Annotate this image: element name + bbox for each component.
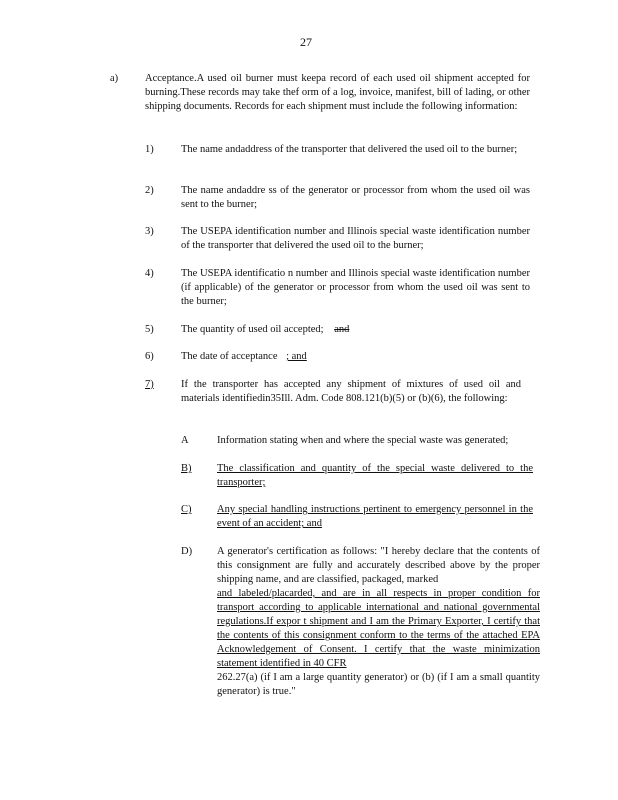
subitem-text-b: and labeled/placarded, and are in all respects in proper condition for transport according to applicable international and national governmental regulations.If expor t shipment and I am the Primary Exporter, I certify that the contents of this consignment conform to the terms of the attached EPA Acknowledgement of Consent. I certify that the waste minimization statement identified in 40 CFR (217, 588, 540, 669)
subitem-text: The classification and quantity of the special waste delivered to the transporter; (217, 463, 533, 488)
item-label: 7) (145, 379, 154, 390)
struck-text: and (334, 324, 350, 335)
section-text: Acceptance.A used oil burner must keepa record of each used oil shipment accepted for burning.These records may take thef orm of a log, invoice, manifest, bill of lading, or other shipping documents. Records for each shipment must include the following information: (145, 73, 530, 112)
subitem-text-c: 262.27(a) (if I am a large quantity generator) or (b) (if I am a small quantity generator) is true." (217, 672, 540, 697)
item-text: The name andaddre ss of the generator or processor from whom the used oil was sent to the burner; (181, 185, 530, 210)
item-label: 1) (145, 144, 154, 155)
item-label: 3) (145, 226, 154, 237)
section-label: a) (110, 73, 119, 84)
subitem-label: C) (181, 504, 192, 515)
subitem-label: B) (181, 463, 192, 474)
subitem-label: A (181, 435, 189, 446)
page-number: 27 (300, 35, 312, 49)
item-label: 6) (145, 351, 154, 362)
item-text: The USEPA identification number and Illinois special waste identification number of the transporter that delivered the used oil to the burner; (181, 226, 530, 251)
subitem-label: D) (181, 546, 193, 557)
subitem-text-a: A generator's certification as follows: "I hereby declare that the contents of this consignment are fully and accurately described above by the proper shipping name, and are classified, packaged, marked (217, 546, 540, 585)
subitem-text: Any special handling instructions pertinent to emergency personnel in the event of an accident; and (217, 504, 533, 529)
item-text: The USEPA identificatio n number and Illinois special waste identification number (if applicable) of the generator or processor from whom the used oil was sent to the burner; (181, 268, 530, 307)
item-text-main: The date of acceptance (181, 351, 278, 362)
item-label: 2) (145, 185, 154, 196)
subitem-text: Information stating when and where the special waste was generated; (217, 435, 509, 446)
item-label: 5) (145, 324, 154, 335)
item-label: 4) (145, 268, 154, 279)
item-text: The name andaddress of the transporter that delivered the used oil to the burner; (181, 144, 518, 155)
item-text (181, 350, 307, 364)
item-text (181, 323, 349, 337)
item-text: If the transporter has accepted any shipment of mixtures of used oil and materials identifiedin35Ill. Adm. Code 808.121(b)(5) or (b)(6), the following: (181, 379, 521, 404)
item-text-main: The quantity of used oil accepted; (181, 324, 324, 335)
added-text: ; and (286, 351, 307, 362)
